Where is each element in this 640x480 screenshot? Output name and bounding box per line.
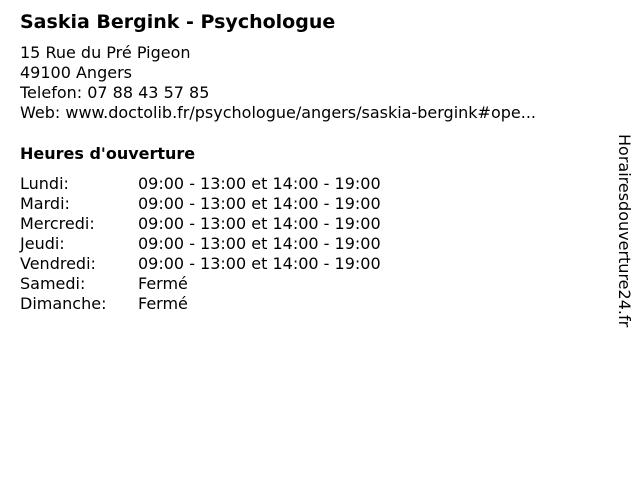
watermark-text: Horairesdouverture24.fr xyxy=(615,134,634,328)
day-label: Samedi: xyxy=(20,274,86,293)
hours-value: 09:00 - 13:00 et 14:00 - 19:00 xyxy=(138,174,381,193)
hours-value: 09:00 - 13:00 et 14:00 - 19:00 xyxy=(138,234,381,253)
opening-hours-heading: Heures d'ouverture xyxy=(20,144,196,163)
hours-value: 09:00 - 13:00 et 14:00 - 19:00 xyxy=(138,194,381,213)
business-title: Saskia Bergink - Psychologue xyxy=(20,11,336,33)
day-label: Vendredi: xyxy=(20,254,96,273)
phone-number: Telefon: 07 88 43 57 85 xyxy=(20,83,210,102)
hours-value: Fermé xyxy=(138,274,188,293)
day-label: Dimanche: xyxy=(20,294,107,313)
hours-value: Fermé xyxy=(138,294,188,313)
city-postcode: 49100 Angers xyxy=(20,63,132,82)
day-label: Jeudi: xyxy=(20,234,65,253)
hours-value: 09:00 - 13:00 et 14:00 - 19:00 xyxy=(138,254,381,273)
day-label: Mercredi: xyxy=(20,214,95,233)
site-watermark xyxy=(612,134,636,370)
hours-value: 09:00 - 13:00 et 14:00 - 19:00 xyxy=(138,214,381,233)
street-address: 15 Rue du Pré Pigeon xyxy=(20,43,191,62)
website-link[interactable]: Web: www.doctolib.fr/psychologue/angers/saskia-bergink#ope... xyxy=(20,103,536,122)
day-label: Mardi: xyxy=(20,194,70,213)
contact-info xyxy=(20,43,536,123)
day-label: Lundi: xyxy=(20,174,69,193)
